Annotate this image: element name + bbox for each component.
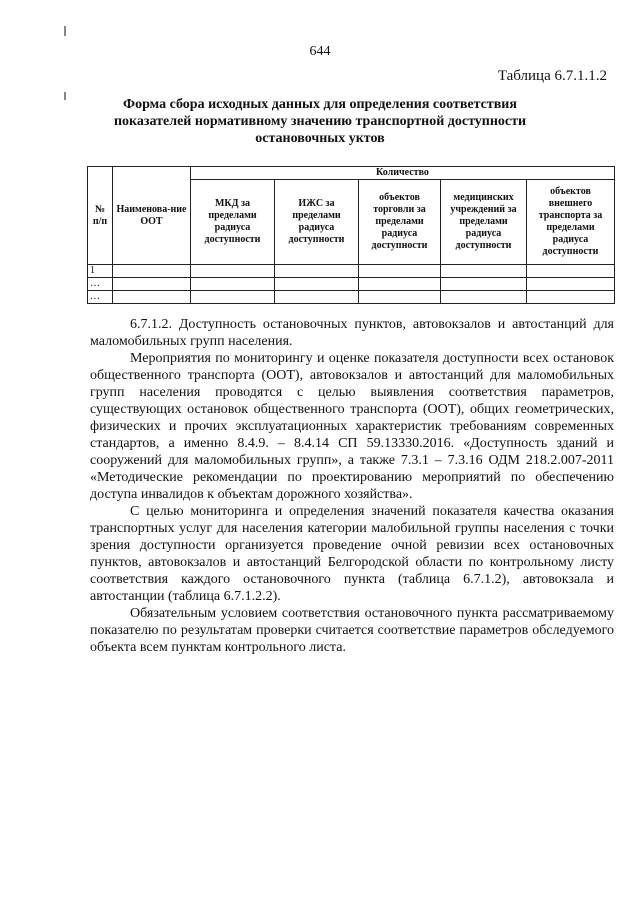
table-cell: [441, 291, 527, 304]
table-cell: [441, 265, 527, 278]
table-cell: [191, 278, 275, 291]
table-cell: [113, 265, 191, 278]
table-cell: [275, 291, 359, 304]
column-header-stop-name: Наименова-ние ООТ: [113, 167, 191, 265]
paragraph-section-heading: 6.7.1.2. Доступность остановочных пунктов, автовокзалов и автостанций для маломобильных групп населения.: [90, 317, 614, 349]
table-cell: [359, 265, 441, 278]
table-cell: [113, 291, 191, 304]
paragraph: С целью мониторинга и определения значений показателя качества оказания транспортных услуг для населения категории малобильной группы населения с точки зрения доступности организуется проведение очной ревизии всех остановочных пунктов, автовокзалов и автостанций Белгородской области по контрольному листу соответствия каждого остановочного пункта (таблица 6.7.1.2), автовокзала и автостанции (таблица 6.7.1.2.2).: [90, 504, 614, 604]
table-row: [88, 265, 615, 278]
column-group-header-quantity: Количество: [191, 167, 615, 180]
column-header-trade: объектов торговли за пределами радиуса доступности: [359, 180, 441, 265]
column-header-number: № п/п: [88, 167, 113, 265]
column-header-mkd: МКД за пределами радиуса доступности: [191, 180, 275, 265]
table-cell: [527, 278, 615, 291]
table-cell: [191, 291, 275, 304]
table-caption: Таблица 6.7.1.1.2: [497, 68, 607, 84]
table-cell: [191, 265, 275, 278]
form-title: Форма сбора исходных данных для определения соответствия показателей нормативному значению транспортной доступности остановочных уктов: [113, 97, 527, 146]
table-cell: [275, 278, 359, 291]
scan-margin-mark: [64, 92, 66, 100]
column-header-izhs: ИЖС за пределами радиуса доступности: [275, 180, 359, 265]
column-header-medical: медицинских учреждений за пределами радиуса доступности: [441, 180, 527, 265]
table-cell: [527, 265, 615, 278]
table-row: [88, 278, 615, 291]
page-number: 644: [309, 44, 331, 59]
table-cell: …: [88, 291, 113, 304]
table-cell: [441, 278, 527, 291]
scan-margin-mark: [64, 26, 66, 36]
table-cell: [359, 291, 441, 304]
body-text: [90, 316, 614, 656]
table-cell: 1: [88, 265, 113, 278]
table-cell: …: [88, 278, 113, 291]
paragraph: Обязательным условием соответствия остановочного пункта рассматриваемому показателю по результатам проверки считается соответствие параметров обследуемого объекта всем пунктам контрольного листа.: [90, 606, 614, 655]
table-cell: [527, 291, 615, 304]
column-header-external-transport: объектов внешнего транспорта за пределами радиуса доступности: [527, 180, 615, 265]
table-cell: [275, 265, 359, 278]
paragraph: Мероприятия по мониторингу и оценке показателя доступности всех остановок общественного транспорта (ООТ), автовокзалов и автостанций для маломобильных групп населения проводятся с целью выявления соответствия параметров, существующих остановок общественного транспорта (ООТ), общих геометрических, физических и прочих эксплуатационных характеристик требованиям современных стандартов, а именно 8.4.9. – 8.4.14 СП 59.13330.2016. «Доступность зданий и сооружений для маломобильных групп», а также 7.3.1 – 7.3.16 ОДМ 218.2.007-2011 «Методические рекомендации по проектированию мероприятий по обеспечению доступа инвалидов к объектам дорожного хозяйства».: [90, 351, 614, 502]
data-collection-table: [87, 166, 615, 304]
table-row: [88, 291, 615, 304]
table-cell: [113, 278, 191, 291]
table-cell: [359, 278, 441, 291]
